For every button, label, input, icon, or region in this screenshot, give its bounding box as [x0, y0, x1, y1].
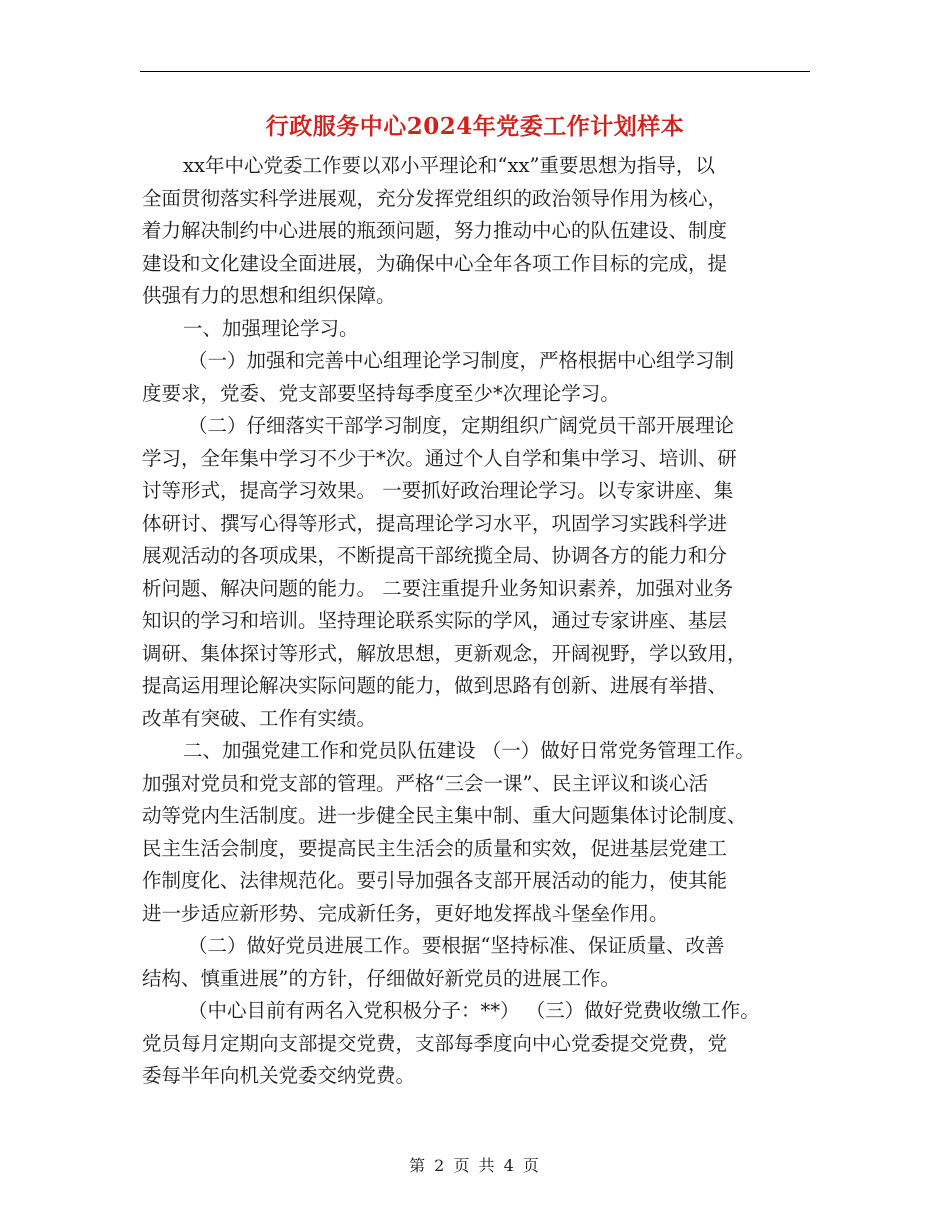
- body-line: 加强对党员和党支部的管理。严格“三会一课”、民主评议和谈心活: [142, 771, 708, 795]
- body-line: xx年中心党委工作要以邓小平理论和“xx”重要思想为指导，以: [183, 154, 715, 177]
- body-line: 讨等形式，提高学习效果。 一要抓好政治理论学习。以专家讲座、集: [142, 479, 734, 502]
- body-line: （二）仔细落实干部学习制度，定期组织广阔党员干部开展理论: [188, 414, 735, 437]
- body-line: 展观活动的各项成果，不断提高干部统揽全局、协调各方的能力和分: [142, 544, 728, 567]
- body-line: （二）做好党员进展工作。要根据“坚持标准、保证质量、改善: [188, 934, 725, 957]
- section-heading: 二、加强党建工作和党员队伍建设 （一）做好日常党务管理工作。: [183, 739, 755, 762]
- body-line: 动等党内生活制度。进一步健全民主集中制、重大问题集体讨论制度、: [142, 804, 747, 827]
- body-line: 建设和文化建设全面进展，为确保中心全年各项工作目标的完成，提: [142, 251, 728, 275]
- body-line: 调研、集体探讨等形式，解放思想，更新观念，开阔视野，学以致用，: [142, 641, 747, 665]
- body-line: 作制度化、法律规范化。要引导加强各支部开展活动的能力，使其能: [142, 869, 728, 892]
- body-line: 进一步适应新形势、完成新任务，更好地发挥战斗堡垒作用。: [142, 901, 669, 925]
- document-title: 行政服务中心2024年党委工作计划样本: [265, 113, 685, 140]
- body-line: 党员每月定期向支部提交党费，支部每季度向中心党委提交党费，党: [142, 1031, 728, 1055]
- body-line: 提高运用理论解决实际问题的能力，做到思路有创新、进展有举措、: [142, 674, 728, 697]
- body-line: 委每半年向机关党委交纳党费。: [142, 1064, 416, 1087]
- body-line: 供强有力的思想和组织保障。: [142, 284, 396, 307]
- body-line: 知识的学习和培训。坚持理论联系实际的学风，通过专家讲座、基层: [142, 609, 728, 632]
- document-body: [142, 150, 818, 1093]
- body-line: （一）加强和完善中心组理论学习制度，严格根据中心组学习制: [188, 349, 735, 372]
- body-line: 度要求，党委、党支部要坚持每季度至少*次理论学习。: [142, 381, 620, 405]
- body-line: 结构、慎重进展”的方针，仔细做好新党员的进展工作。: [142, 966, 620, 990]
- body-line: 全面贯彻落实科学进展观，充分发挥党组织的政治领导作用为核心，: [142, 186, 728, 210]
- body-line: （中心目前有两名入党积极分子：**） （三）做好党费收缴工作。: [188, 999, 760, 1022]
- body-line: 民主生活会制度，要提高民主生活会的质量和实效，促进基层党建工: [142, 836, 728, 860]
- body-line: 学习，全年集中学习不少于*次。通过个人自学和集中学习、培训、研: [142, 446, 737, 470]
- body-line: 着力解决制约中心进展的瓶颈问题，努力推动中心的队伍建设、制度: [142, 219, 728, 242]
- header-rule: [140, 71, 810, 72]
- page-number: 第 2 页 共 4 页: [409, 1156, 541, 1175]
- body-line: 改革有突破、工作有实绩。: [142, 706, 377, 730]
- section-heading: 一、加强理论学习。: [183, 316, 359, 340]
- body-line: 析问题、解决问题的能力。 二要注重提升业务知识素养，加强对业务: [142, 576, 734, 600]
- body-line: 体研讨、撰写心得等形式，提高理论学习水平，巩固学习实践科学进: [142, 511, 728, 535]
